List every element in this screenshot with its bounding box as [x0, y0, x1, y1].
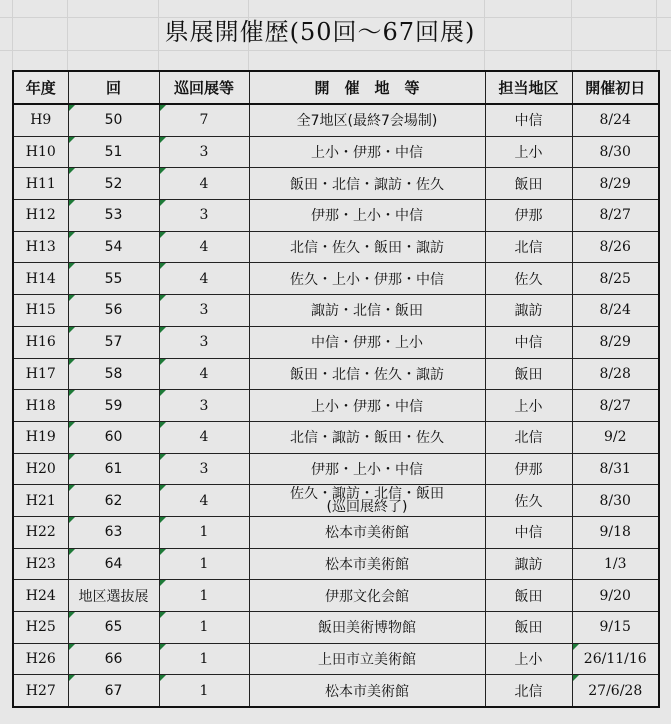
table-row [13, 200, 659, 232]
cell-venue: 伊那・上小・中信 [249, 453, 485, 485]
cell-round: 57 [68, 326, 159, 358]
cell-venue: 松本市美術館 [249, 516, 485, 548]
cell-year: H12 [13, 200, 68, 232]
history-table [12, 70, 660, 708]
table-row [13, 231, 659, 263]
cell-year: H16 [13, 326, 68, 358]
cell-tour: 4 [159, 231, 249, 263]
table-row [13, 612, 659, 644]
table-row [13, 326, 659, 358]
table-row [13, 295, 659, 327]
cell-round: 58 [68, 358, 159, 390]
cell-area: 上小 [485, 136, 572, 168]
cell-round: 63 [68, 516, 159, 548]
table-row [13, 136, 659, 168]
cell-venue: 北信・佐久・飯田・諏訪 [249, 231, 485, 263]
cell-tour: 3 [159, 136, 249, 168]
cell-year: H23 [13, 548, 68, 580]
cell-tour: 4 [159, 485, 249, 517]
table-header-row [13, 71, 659, 104]
cell-date: 8/24 [572, 104, 659, 136]
cell-round: 67 [68, 675, 159, 707]
cell-round: 59 [68, 390, 159, 422]
cell-year: H13 [13, 231, 68, 263]
cell-date: 9/18 [572, 516, 659, 548]
table-row [13, 358, 659, 390]
cell-area: 諏訪 [485, 295, 572, 327]
cell-venue: 伊那文化会館 [249, 580, 485, 612]
table-row [13, 168, 659, 200]
cell-date: 27/6/28 [572, 675, 659, 707]
cell-date: 9/15 [572, 612, 659, 644]
cell-date: 8/28 [572, 358, 659, 390]
cell-round: 地区選抜展 [68, 580, 159, 612]
cell-venue: 上田市立美術館 [249, 643, 485, 675]
cell-area: 上小 [485, 643, 572, 675]
cell-tour: 3 [159, 295, 249, 327]
cell-area: 上小 [485, 390, 572, 422]
cell-year: H9 [13, 104, 68, 136]
cell-date: 8/27 [572, 200, 659, 232]
grid-line [571, 0, 572, 70]
cell-tour: 1 [159, 675, 249, 707]
cell-year: H24 [13, 580, 68, 612]
cell-area: 飯田 [485, 358, 572, 390]
cell-venue [249, 485, 485, 517]
cell-area: 佐久 [485, 485, 572, 517]
cell-date: 8/27 [572, 390, 659, 422]
cell-round: 65 [68, 612, 159, 644]
cell-venue: 中信・伊那・上小 [249, 326, 485, 358]
table-row [13, 263, 659, 295]
cell-date: 8/26 [572, 231, 659, 263]
page-title: 県展開催歴(50回〜67回展) [164, 18, 476, 46]
cell-year: H14 [13, 263, 68, 295]
cell-round: 53 [68, 200, 159, 232]
cell-year: H25 [13, 612, 68, 644]
cell-tour: 4 [159, 358, 249, 390]
cell-date: 8/31 [572, 453, 659, 485]
header-round: 回 [68, 71, 159, 104]
cell-venue: 全7地区(最終7会場制) [249, 104, 485, 136]
table-row [13, 485, 659, 517]
cell-round: 60 [68, 421, 159, 453]
cell-area: 伊那 [485, 453, 572, 485]
cell-year: H21 [13, 485, 68, 517]
grid-line [0, 50, 671, 51]
cell-date: 26/11/16 [572, 643, 659, 675]
cell-year: H10 [13, 136, 68, 168]
cell-area: 北信 [485, 231, 572, 263]
cell-area: 飯田 [485, 612, 572, 644]
cell-venue: 飯田美術博物館 [249, 612, 485, 644]
cell-date: 1/3 [572, 548, 659, 580]
table-row [13, 390, 659, 422]
cell-tour: 7 [159, 104, 249, 136]
cell-year: H19 [13, 421, 68, 453]
cell-round: 64 [68, 548, 159, 580]
header-area: 担当地区 [485, 71, 572, 104]
cell-tour: 4 [159, 263, 249, 295]
cell-date: 8/30 [572, 485, 659, 517]
table-row [13, 675, 659, 707]
venue-note: (巡回展終了) [326, 498, 408, 515]
cell-venue: 伊那・上小・中信 [249, 200, 485, 232]
cell-tour: 1 [159, 516, 249, 548]
cell-date: 9/20 [572, 580, 659, 612]
cell-area: 中信 [485, 104, 572, 136]
table-row [13, 516, 659, 548]
cell-date: 8/24 [572, 295, 659, 327]
cell-tour: 1 [159, 548, 249, 580]
cell-venue: 飯田・北信・諏訪・佐久 [249, 168, 485, 200]
cell-area: 諏訪 [485, 548, 572, 580]
cell-year: H18 [13, 390, 68, 422]
cell-tour: 3 [159, 200, 249, 232]
cell-year: H15 [13, 295, 68, 327]
table-row [13, 580, 659, 612]
cell-year: H26 [13, 643, 68, 675]
cell-area: 中信 [485, 326, 572, 358]
cell-date: 8/29 [572, 168, 659, 200]
cell-venue: 上小・伊那・中信 [249, 136, 485, 168]
grid-line [67, 0, 68, 70]
cell-year: H22 [13, 516, 68, 548]
table-row [13, 548, 659, 580]
table-row [13, 104, 659, 136]
cell-tour: 1 [159, 612, 249, 644]
cell-date: 8/30 [572, 136, 659, 168]
cell-venue: 松本市美術館 [249, 548, 485, 580]
cell-tour: 3 [159, 390, 249, 422]
cell-round: 54 [68, 231, 159, 263]
cell-round: 51 [68, 136, 159, 168]
cell-area: 伊那 [485, 200, 572, 232]
cell-tour: 4 [159, 421, 249, 453]
cell-round: 52 [68, 168, 159, 200]
cell-round: 50 [68, 104, 159, 136]
header-year: 年度 [13, 71, 68, 104]
cell-venue: 上小・伊那・中信 [249, 390, 485, 422]
table-row [13, 421, 659, 453]
cell-area: 飯田 [485, 580, 572, 612]
cell-round: 62 [68, 485, 159, 517]
cell-tour: 1 [159, 580, 249, 612]
table-row [13, 643, 659, 675]
cell-date: 9/2 [572, 421, 659, 453]
cell-round: 61 [68, 453, 159, 485]
cell-tour: 3 [159, 326, 249, 358]
header-venue: 開 催 地 等 [249, 71, 485, 104]
cell-area: 中信 [485, 516, 572, 548]
cell-round: 55 [68, 263, 159, 295]
cell-venue: 北信・諏訪・飯田・佐久 [249, 421, 485, 453]
cell-year: H27 [13, 675, 68, 707]
cell-year: H17 [13, 358, 68, 390]
grid-line [656, 0, 657, 70]
table-row [13, 453, 659, 485]
header-tour: 巡回展等 [159, 71, 249, 104]
cell-tour: 3 [159, 453, 249, 485]
cell-year: H11 [13, 168, 68, 200]
cell-venue: 諏訪・北信・飯田 [249, 295, 485, 327]
header-date: 開催初日 [572, 71, 659, 104]
cell-date: 8/29 [572, 326, 659, 358]
cell-venue: 佐久・上小・伊那・中信 [249, 263, 485, 295]
cell-area: 佐久 [485, 263, 572, 295]
cell-date: 8/25 [572, 263, 659, 295]
cell-round: 66 [68, 643, 159, 675]
cell-area: 飯田 [485, 168, 572, 200]
cell-round: 56 [68, 295, 159, 327]
cell-tour: 4 [159, 168, 249, 200]
cell-tour: 1 [159, 643, 249, 675]
cell-venue: 松本市美術館 [249, 675, 485, 707]
cell-venue: 飯田・北信・佐久・諏訪 [249, 358, 485, 390]
cell-area: 北信 [485, 675, 572, 707]
cell-area: 北信 [485, 421, 572, 453]
cell-year: H20 [13, 453, 68, 485]
grid-line [12, 0, 13, 70]
venue-line: 佐久・諏訪・北信・飯田 [290, 485, 444, 502]
